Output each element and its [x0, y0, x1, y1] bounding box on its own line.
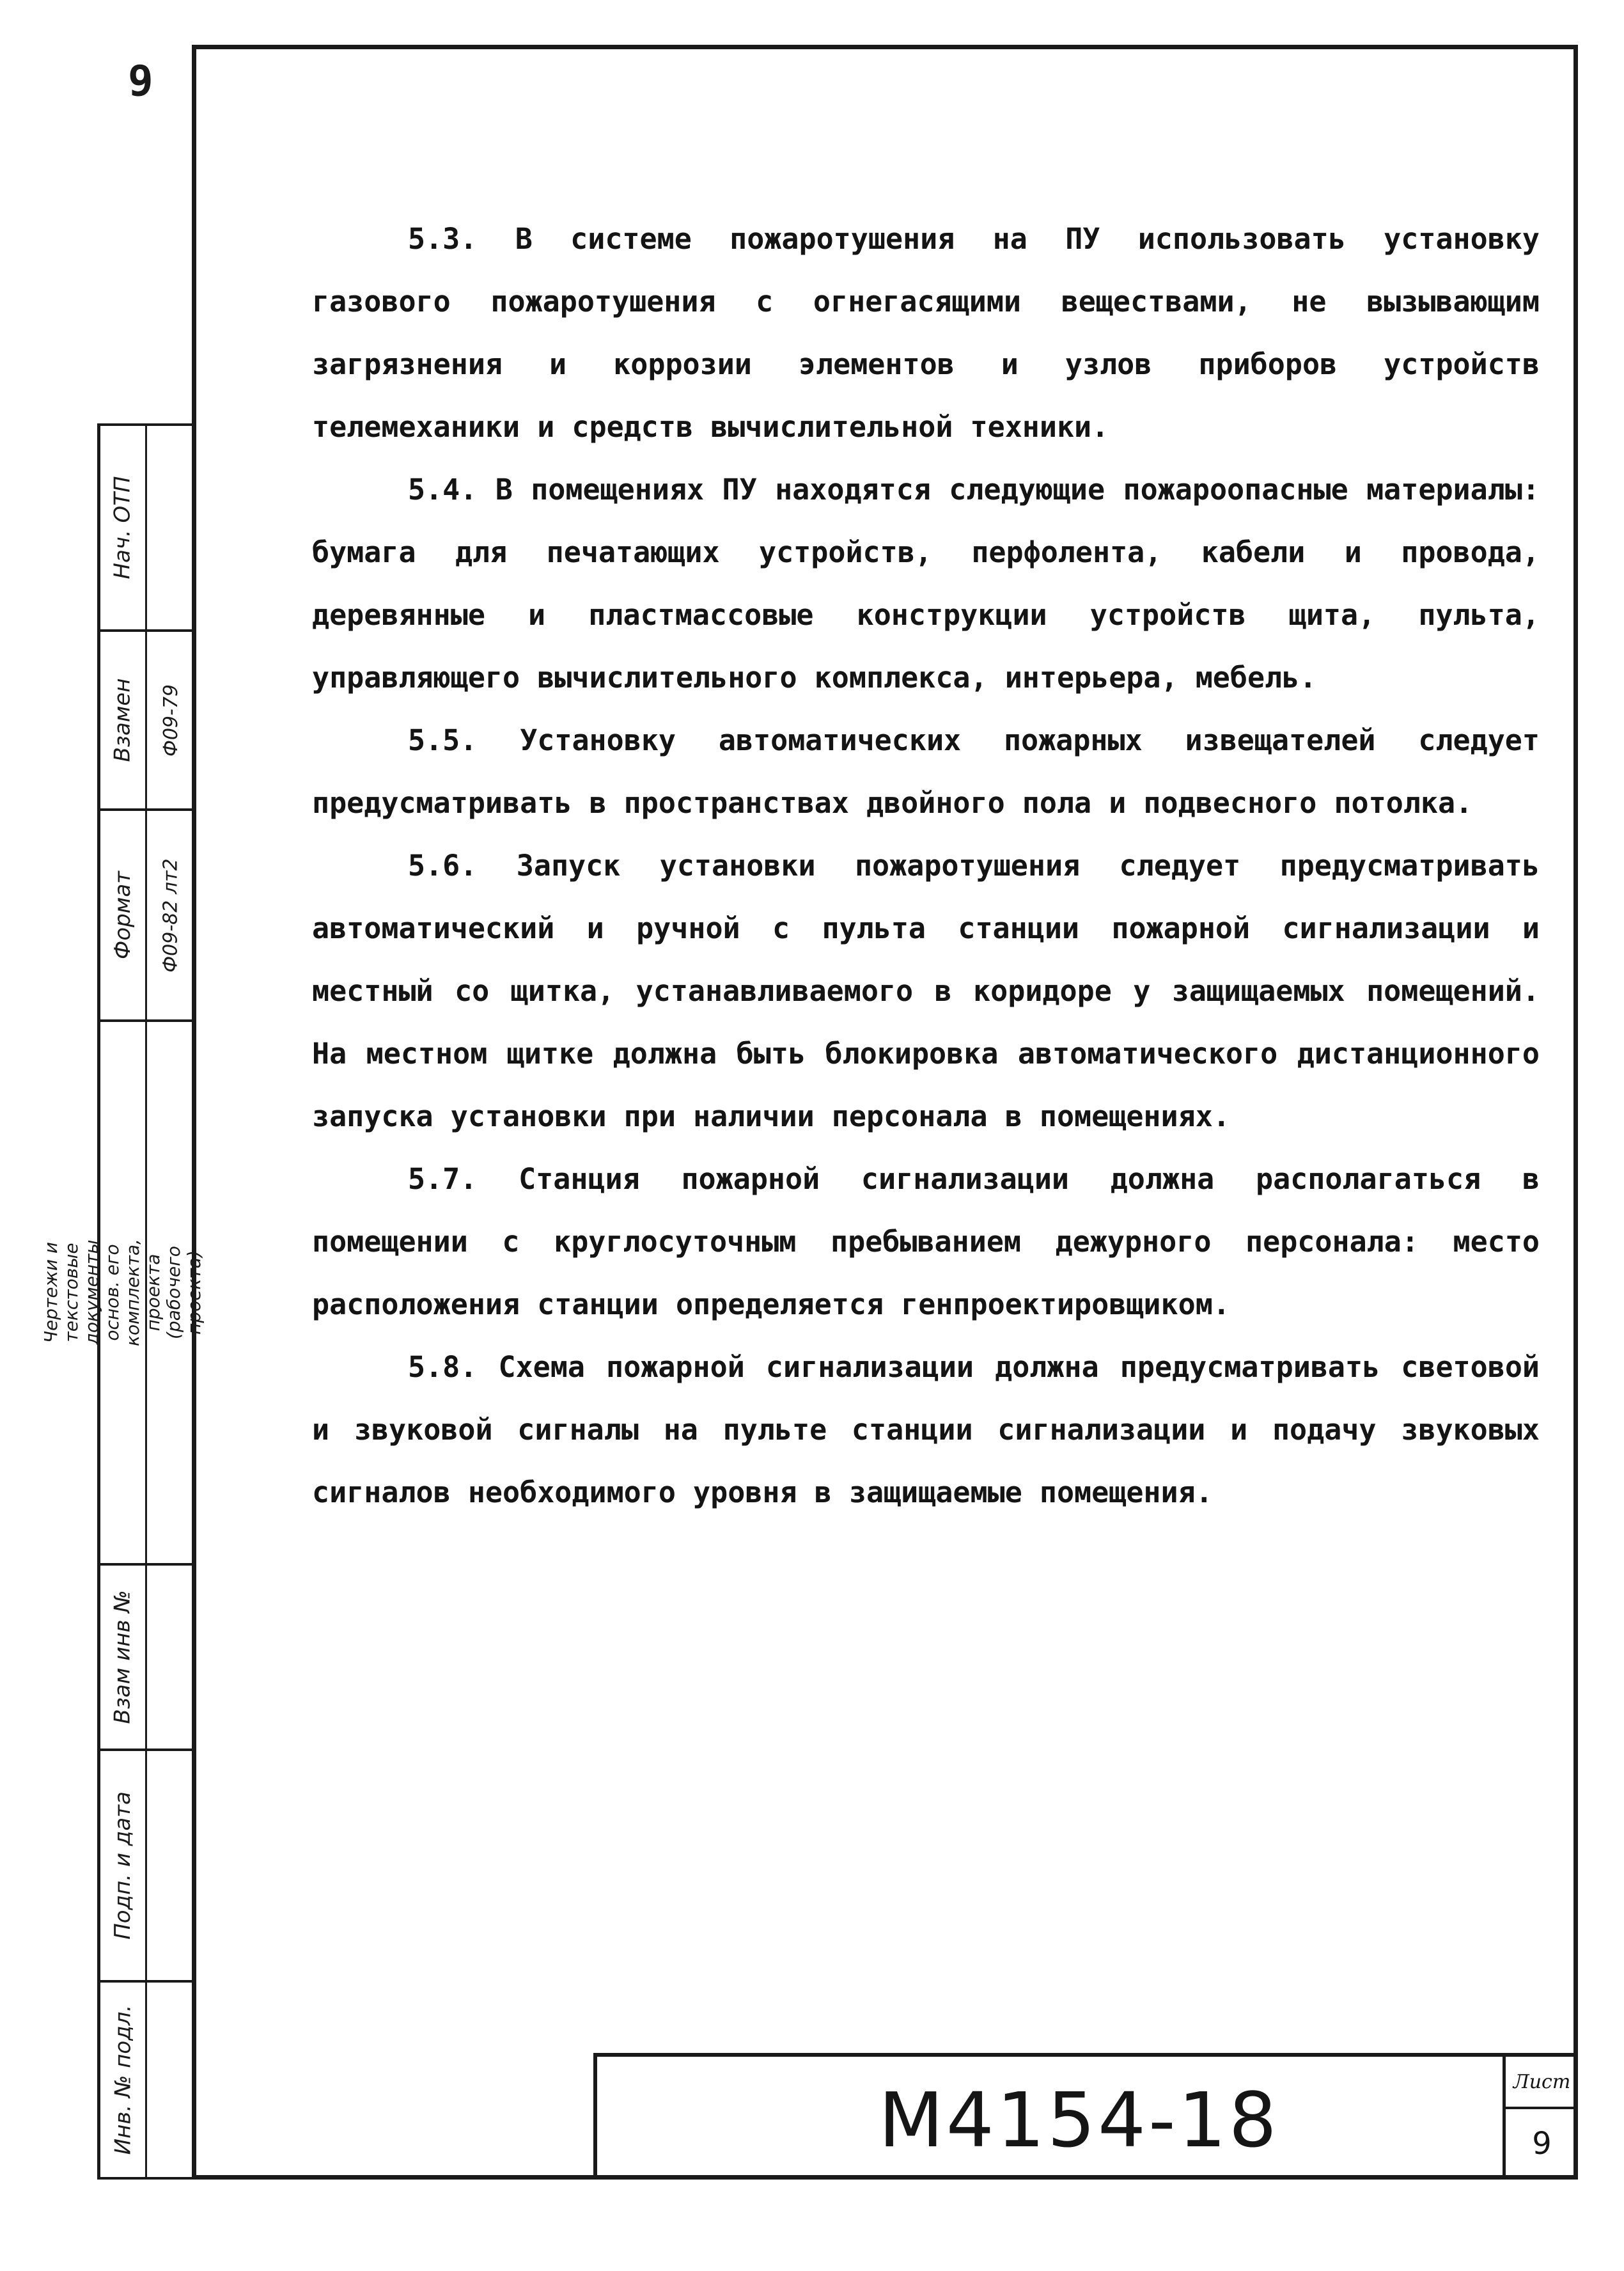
- stamp-label: Нач. ОТП: [110, 476, 136, 579]
- stamp-row-signature-date: [100, 1748, 195, 1980]
- paragraph-5-4: 5.4. В помещениях ПУ находятся следующие пожароопасные материалы: бумага для печатающих устройств, перфолента, кабели и провода, деревянные и пластмассовые конструкции устройств щита, пульта, управляющего вычислительного комплекса, интерьера, мебель.: [312, 473, 1540, 695]
- title-block: [593, 2053, 1578, 2180]
- stamp-value: [147, 1751, 195, 1980]
- sheet-cell: [1503, 2057, 1578, 2180]
- margin-stamp: [40, 423, 205, 2180]
- stamp-row-head: [100, 423, 195, 629]
- stamp-row-format: [100, 808, 195, 1019]
- stamp-row-drawings: [40, 1019, 205, 1563]
- stamp-value: Ф09-82 лт2: [160, 858, 182, 973]
- document-code: M4154-18: [878, 2076, 1279, 2164]
- stamp-row-inventory-original: [100, 1980, 195, 2180]
- paragraph-5-7: 5.7. Станция пожарной сигнализации должна располагаться в помещении с круглосуточным пребыванием дежурного персонала: место расположения станции определяется генпроектировщиком.: [312, 1162, 1540, 1321]
- sheet-number: 9: [1532, 2126, 1552, 2162]
- stamp-label: Формат: [110, 871, 136, 959]
- stamp-value: [147, 426, 195, 629]
- paragraph-5-3: 5.3. В системе пожаротушения на ПУ использовать установку газового пожаротушения с огнегасящими веществами, не вызывающим загрязнения и коррозии элементов и узлов приборов устройств телемеханики и средств вычислительной техники.: [312, 222, 1540, 444]
- stamp-value: Ф09-79: [160, 684, 182, 757]
- stamp-value: [147, 1983, 195, 2177]
- stamp-label: Инв. № подл.: [110, 2004, 136, 2155]
- paragraph-5-5: 5.5. Установку автоматических пожарных извещателей следует предусматривать в пространствах двойного пола и подвесного потолка.: [312, 723, 1540, 820]
- body-text: [312, 208, 1540, 1524]
- stamp-value: [147, 1022, 195, 1563]
- sheet-label: Лист: [1506, 2057, 1578, 2109]
- stamp-label: Взам инв №: [110, 1590, 136, 1724]
- stamp-label: Взамен: [110, 678, 136, 762]
- page-corner-number: 9: [128, 56, 153, 106]
- paragraph-5-8: 5.8. Схема пожарной сигнализации должна предусматривать световой и звуковой сигналы на пульте станции сигнализации и подачу звуковых сигналов необходимого уровня в защищаемые помещения.: [312, 1350, 1540, 1509]
- stamp-label: Подп. и дата: [110, 1791, 136, 1940]
- stamp-row-inventory-replaced: [100, 1563, 195, 1748]
- stamp-label: Чертежи и текстовые документы основ. его комплекта, проекта (рабочего проекта): [40, 1239, 205, 1346]
- stamp-value: [147, 1566, 195, 1748]
- stamp-row-replaces: [100, 629, 195, 808]
- paragraph-5-6: 5.6. Запуск установки пожаротушения следует предусматривать автоматический и ручной с пульта станции пожарной сигнализации и местный со щитка, устанавливаемого в коридоре у защищаемых помещений. На местном щитке должна быть блокировка автоматического дистанционного запуска установки при наличии персонала в помещениях.: [312, 849, 1540, 1133]
